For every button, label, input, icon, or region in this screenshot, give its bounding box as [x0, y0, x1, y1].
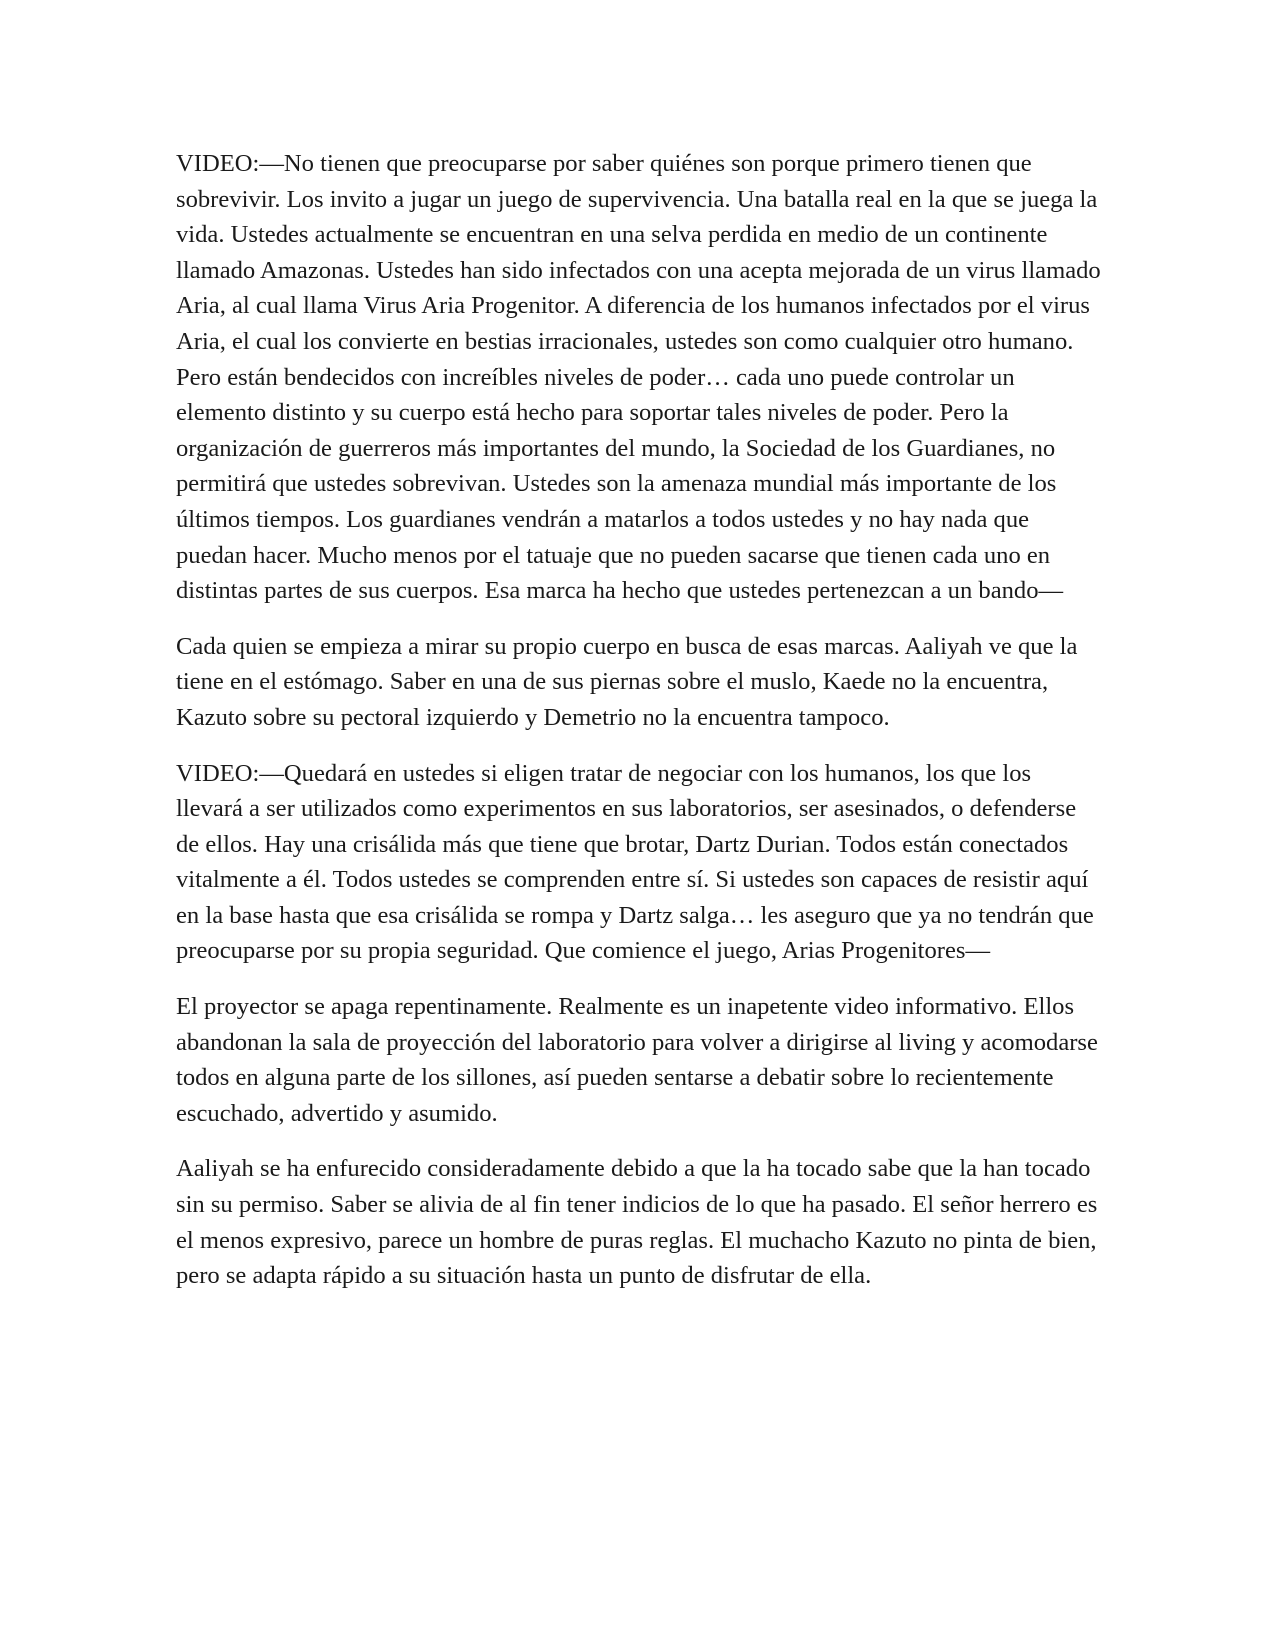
paragraph-reactions: Aaliyah se ha enfurecido consideradamente debido a que la ha tocado sabe que la han tocado sin su permiso. Saber se alivia de al fin tener indicios de lo que ha pasado. El señor herrero es el menos expresivo, parece un hombre de puras reglas. El muchacho Kazuto no pinta de bien, pero se adapta rápido a su situación hasta un punto de disfrutar de ella. [176, 1155, 1098, 1290]
document-body [176, 146, 1101, 1314]
paragraph-projector: El proyector se apaga repentinamente. Realmente es un inapetente video informativo. Ellos abandonan la sala de proyección del laboratorio para volver a dirigirse al living y acomodarse todos en alguna parte de los sillones, así pueden sentarse a debatir sobre lo recientemente escuchado, advertido y asumido. [176, 993, 1098, 1127]
paragraph-video-intro: VIDEO:—No tienen que preocuparse por saber quiénes son porque primero tienen que sobrevivir. Los invito a jugar un juego de supervivencia. Una batalla real en la que se juega la vida. Ustedes actualmente se encuentran en una selva perdida en medio de un continente llamado Amazonas. Ustedes han sido infectados con una acepta mejorada de un virus llamado Aria, al cual llama Virus Aria Progenitor. A diferencia de los humanos infectados por el virus Aria, el cual los convierte en bestias irracionales, ustedes son como cualquier otro humano. Pero están bendecidos con increíbles niveles de poder… cada uno puede controlar un elemento distinto y su cuerpo está hecho para soportar tales niveles de poder. Pero la organización de guerreros más importantes del mundo, la Sociedad de los Guardianes, no permitirá que ustedes sobrevivan. Ustedes son la amenaza mundial más importante de los últimos tiempos. Los guardianes vendrán a matarlos a todos ustedes y no hay nada que puedan hacer. Mucho menos por el tatuaje que no pueden sacarse que tienen cada uno en distintas partes de sus cuerpos. Esa marca ha hecho que ustedes pertenezcan a un bando— [176, 150, 1101, 605]
paragraph-video-choice: VIDEO:—Quedará en ustedes si eligen tratar de negociar con los humanos, los que los llevará a ser utilizados como experimentos en sus laboratorios, ser asesinados, o defenderse de ellos. Hay una crisálida más que tiene que brotar, Dartz Durian. Todos están conectados vitalmente a él. Todos ustedes se comprenden entre sí. Si ustedes son capaces de resistir aquí en la base hasta que esa crisálida se rompa y Dartz salga… les aseguro que ya no tendrán que preocuparse por su propia seguridad. Que comience el juego, Arias Progenitores— [176, 759, 1094, 965]
paragraph-marks: Cada quien se empieza a mirar su propio cuerpo en busca de esas marcas. Aaliyah ve que la tiene en el estómago. Saber en una de sus piernas sobre el muslo, Kaede no la encuentra, Kazuto sobre su pectoral izquierdo y Demetrio no la encuentra tampoco. [176, 632, 1078, 731]
